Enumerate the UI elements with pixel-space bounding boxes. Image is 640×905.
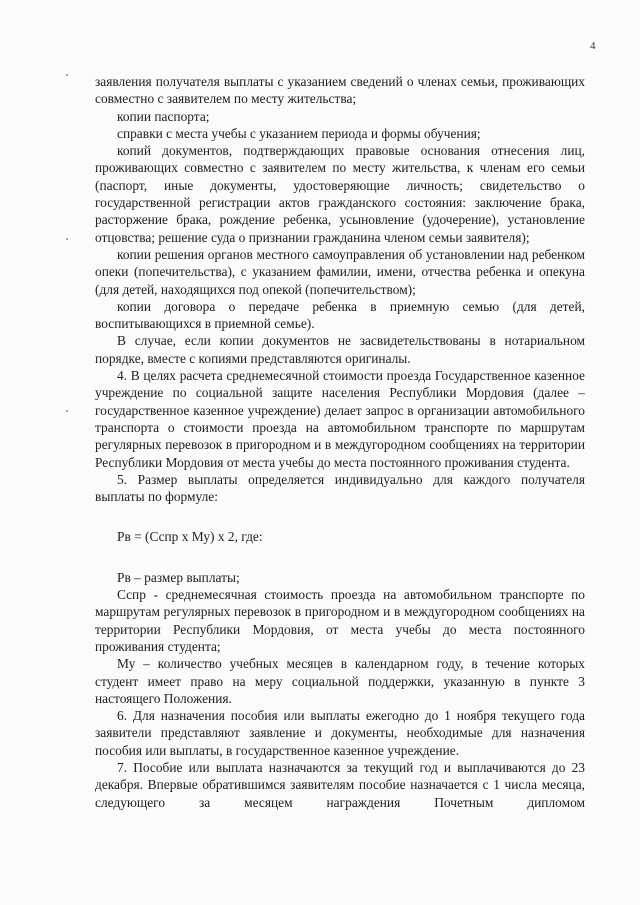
page-number: 4 [590, 40, 596, 52]
document-body [95, 73, 585, 811]
paragraph-item-6: 6. Для назначения пособия или выплаты ежегодно до 1 ноября текущего года заявители представляют заявление и документы, необходимые для назначения пособия или выплаты, в государственное казенное учреждение. [95, 708, 585, 758]
paragraph-item-5: 5. Размер выплаты определяется индивидуально для каждого получателя выплаты по формуле: [95, 471, 585, 505]
scan-speck [66, 74, 68, 76]
paragraph-study-certificate: справки с места учебы с указанием периода и формы обучения; [117, 125, 481, 141]
formula: Рв = (Сспр х Му) х 2, где: [117, 529, 263, 545]
scan-speck [66, 410, 68, 412]
paragraph-foster-contract: копии договора о передаче ребенка в приемную семью (для детей, воспитывающихся в приемной семье). [95, 298, 585, 332]
definition-sspr: Сспр - среднемесячная стоимость проезда на автомобильном транспорте по маршрутам регулярных перевозок в пригородном и в междугородном сообщениях на территории Республики Мордовия, от места учебы до места постоянного проживания студента; [95, 587, 585, 654]
paragraph-guardianship-decision: копии решения органов местного самоуправления об установлении над ребенком опеки (попечительства), с указанием фамилии, имени, отчества ребенка и опекуна (для детей, находящихся под опекой (попечительством); [95, 246, 585, 297]
paragraph-item-7: 7. Пособие или выплата назначаются за текущий год и выплачиваются до 23 декабря. Впервые обратившимся заявителям пособие назначается с 1 числа месяца, следующего за месяцем награждения Почетным дипломом [95, 759, 585, 810]
paragraph-item-4: 4. В целях расчета среднемесячной стоимости проезда Государственное казенное учреждение по социальной защите населения Республики Мордовия (далее – государственное казенное учреждение) делает запрос в организации автомобильного транспорта о стоимости проезда на автомобильном транспорте по маршрутам регулярных перевозок в пригородном и в междугородном сообщениях на территории Республики Мордовия от места учебы до места постоянного проживания студента. [95, 368, 585, 470]
paragraph-family-documents: копий документов, подтверждающих правовые основания отнесения лиц, проживающих совместно с заявителем по месту жительства, к членам его семьи (паспорт, иные документы, удостоверяющие личность; свидетельство о государственной регистрации актов гражданского состояния: заключение брака, расторжение брака, рождение ребенка, усыновление (удочерение), установление отцовства; решение суда о признании гражданина членом семьи заявителя); [95, 143, 585, 245]
definition-mu: Му – количество учебных месяцев в календарном году, в течение которых студент имеет право на меру социальной поддержки, указанную в пункте 3 настоящего Положения. [95, 656, 585, 706]
paragraph-passport: копии паспорта; [117, 108, 210, 124]
scan-speck [66, 238, 68, 240]
definition-rv: Рв – размер выплаты; [117, 569, 240, 585]
paragraph-originals: В случае, если копии документов не засвидетельствованы в нотариальном порядке, вместе с копиями представляются оригиналы. [95, 333, 585, 366]
paragraph-application: заявления получателя выплаты с указанием сведений о членах семьи, проживающих совместно с заявителем по месту жительства; [95, 74, 585, 107]
